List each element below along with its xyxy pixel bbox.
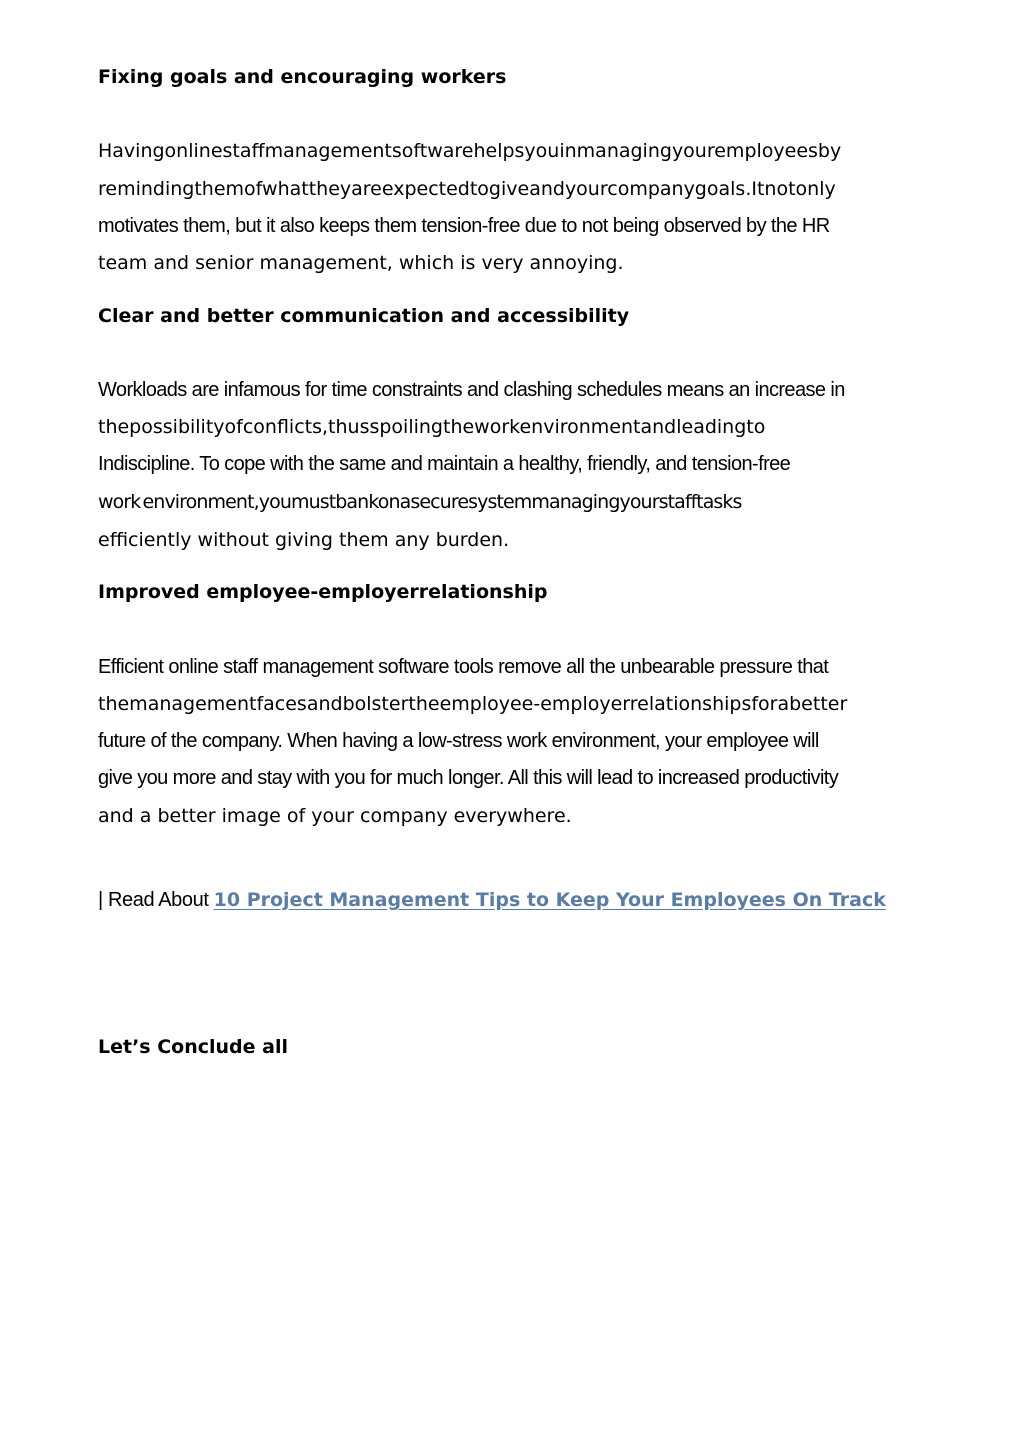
heading-conclusion: Let’s Conclude all <box>98 1036 288 1058</box>
paragraph-line: work environment,youmustbankonasecuresystemmanagingyourstafftasks <box>98 491 742 513</box>
paragraph-line: efficiently without giving them any burden. <box>98 529 510 551</box>
heading-fixing-goals: Fixing goals and encouraging workers <box>98 66 507 88</box>
paragraph-line: and a better image of your company everywhere. <box>98 805 572 827</box>
paragraph-line: Efficient online staff management software tools remove all the unbearable pressure that <box>98 656 829 678</box>
paragraph-line: thepossibilityofconflicts,thusspoilingtheworkenvironmentandleadingto <box>98 416 766 438</box>
paragraph-line: give you more and stay with you for much longer. All this will lead to increased productivity <box>98 767 839 789</box>
paragraph-line: themanagementfacesandbolstertheemployee-employerrelationshipsforabetter <box>98 693 848 715</box>
read-about-prefix: | Read About <box>98 889 214 911</box>
paragraph-line: motivates them, but it also keeps them tension-free due to not being observed by the HR <box>98 215 830 237</box>
read-about-link[interactable]: 10 Project Management Tips to Keep Your Employees On Track <box>213 889 886 911</box>
paragraph-line: remindingthemofwhattheyareexpectedtogiveandyourcompanygoals.Itnotonly <box>98 178 836 200</box>
paragraph-line: future of the company. When having a low-stress work environment, your employee will <box>98 730 819 752</box>
paragraph-line: Indiscipline. To cope with the same and maintain a healthy, friendly, and tension-free <box>98 453 791 475</box>
paragraph-line: Havingonlinestaffmanagementsoftwarehelpsyouinmanagingyouremployeesby <box>98 140 842 162</box>
read-about-line <box>98 888 886 913</box>
paragraph-line: Workloads are infamous for time constraints and clashing schedules means an increase in <box>98 379 845 401</box>
paragraph-line: team and senior management, which is very annoying. <box>98 252 624 274</box>
heading-relationship: Improved employee-employerrelationship <box>98 581 548 603</box>
heading-communication: Clear and better communication and accessibility <box>98 305 630 327</box>
